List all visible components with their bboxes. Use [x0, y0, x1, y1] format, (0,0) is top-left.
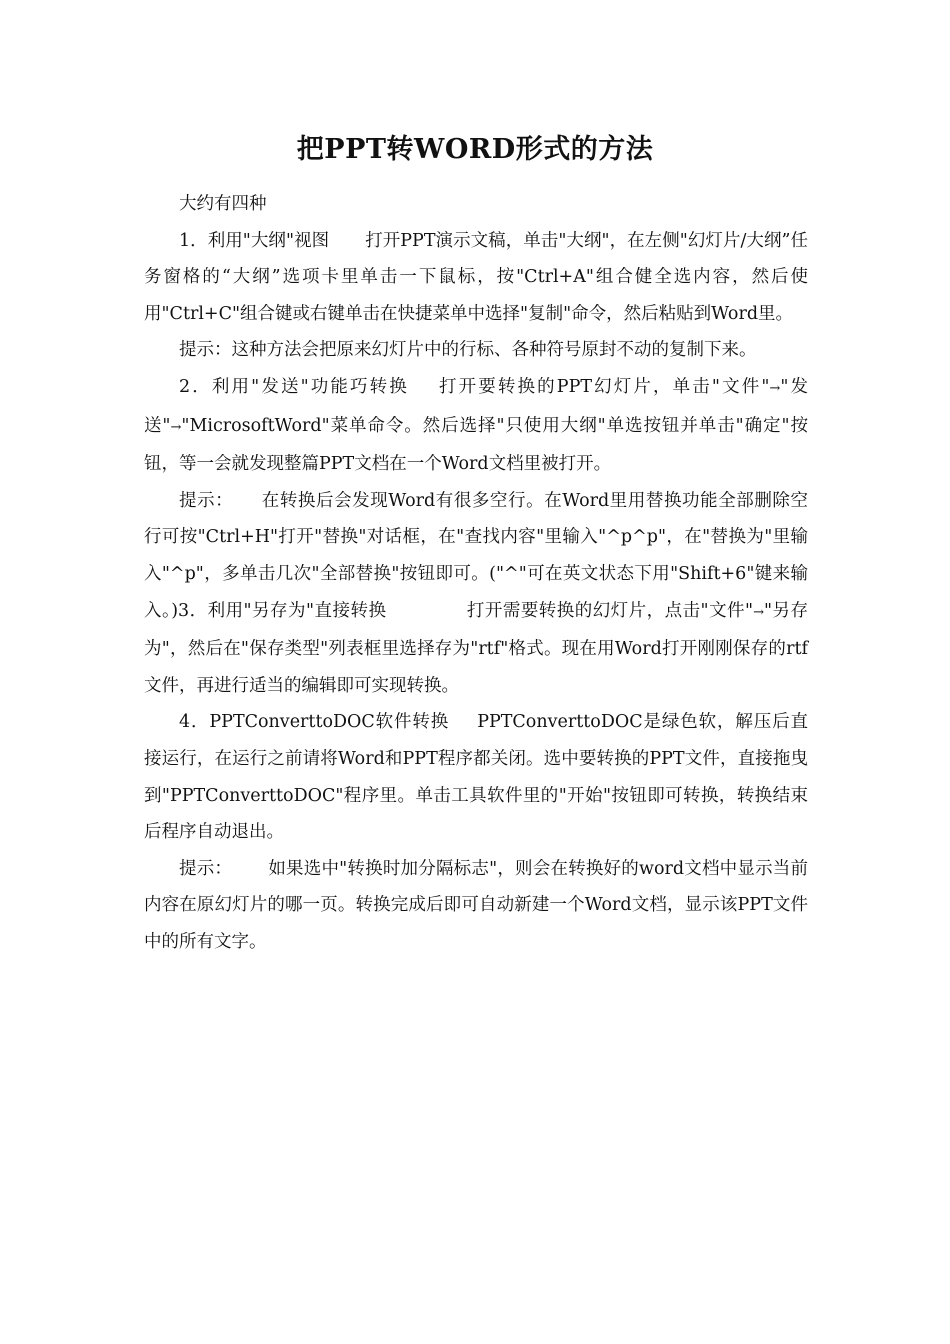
- tip-label: 提示：: [179, 858, 233, 879]
- paragraph-method-4: [144, 704, 808, 850]
- paragraph-text: 打开需要转换的幻灯片，点击"文件": [466, 600, 754, 621]
- document-body: [144, 186, 808, 960]
- paragraph-tip-3: [144, 851, 808, 961]
- paragraph-text: 提示：这种方法会把原来幻灯片中的行标、各种符号原封不动的复制下来。: [179, 340, 757, 361]
- paragraph-text: 打开PPT演示文稿，单击"大纲"，在左侧"幻灯片/大纲”任务窗格的“大纲”选项卡里单击一下鼠标，按"Ctrl+A"组合健全选内容，然后使用"Ctrl+C"组合键或右键单击在快捷菜单中选择"复制"命令，然后粘贴到Word里。: [144, 230, 808, 324]
- paragraph-tip-1: [144, 332, 808, 369]
- paragraph-text: 打开要转换的PPT幻灯片，单击"文件": [436, 376, 770, 397]
- paragraph-text: 如果选中"转换时加分隔标志"，则会在转换好的word文档中显示当前内容在原幻灯片的哪一页。转换完成后即可自动新建一个Word文档，显示该PPT文件中的所有文字。: [144, 858, 808, 952]
- method-heading: 4．PPTConverttoDOC软件转换: [179, 712, 450, 733]
- paragraph-text: "MicrosoftWord"菜单命令。然后选择"只使用大纲"单选按钮并单击"确定"按钮，等一会就发现整篇PPT文档在一个Word文档里被打开。: [144, 415, 808, 475]
- paragraph-intro: [144, 186, 808, 223]
- method-heading: 2．利用"发送"功能巧转换: [179, 376, 409, 397]
- paragraph-text: "发送": [144, 376, 808, 436]
- right-arrow-icon: →: [753, 604, 764, 620]
- paragraph-text: 大约有四种: [179, 194, 267, 214]
- tip-label: 提示：: [179, 490, 234, 511]
- paragraph-tip-2: [144, 483, 808, 705]
- document-title: 把PPT转WORD形式的方法: [296, 134, 654, 165]
- paragraph-method-2: [144, 369, 808, 483]
- paragraph-text: PPTConverttoDOC是绿色软，解压后直接运行，在运行之前请将Word和PPT程序都关闭。选中要转换的PPT文件，直接拖曳到"PPTConverttoDOC"程序里。单击工具软件里的"开始"按钮即可转换，转换结束后程序自动退出。: [144, 712, 808, 843]
- right-arrow-icon: →: [769, 380, 781, 396]
- paragraph-method-1: [144, 223, 808, 333]
- method-heading: 1．利用"大纲"视图: [179, 230, 330, 251]
- right-arrow-icon: →: [170, 419, 182, 435]
- paragraph-text: "另存为"，然后在"保存类型"列表框里选择存为"rtf"格式。现在用Word打开刚刚保存的rtf文件，再进行适当的编辑即可实现转换。: [144, 600, 808, 696]
- paragraph-text: 在转换后会发现Word有很多空行。在Word里用替换功能全部删除空行可按"Ctrl+H"打开"替换"对话框，在"查找内容"里输入"^p^p"，在"替换为"里输入"^p"，多单击几次"全部替换"按钮即可。("^"可在英文状态下用"Shift+6"键来输入。)3．利用"另存为"直接转换: [144, 490, 808, 621]
